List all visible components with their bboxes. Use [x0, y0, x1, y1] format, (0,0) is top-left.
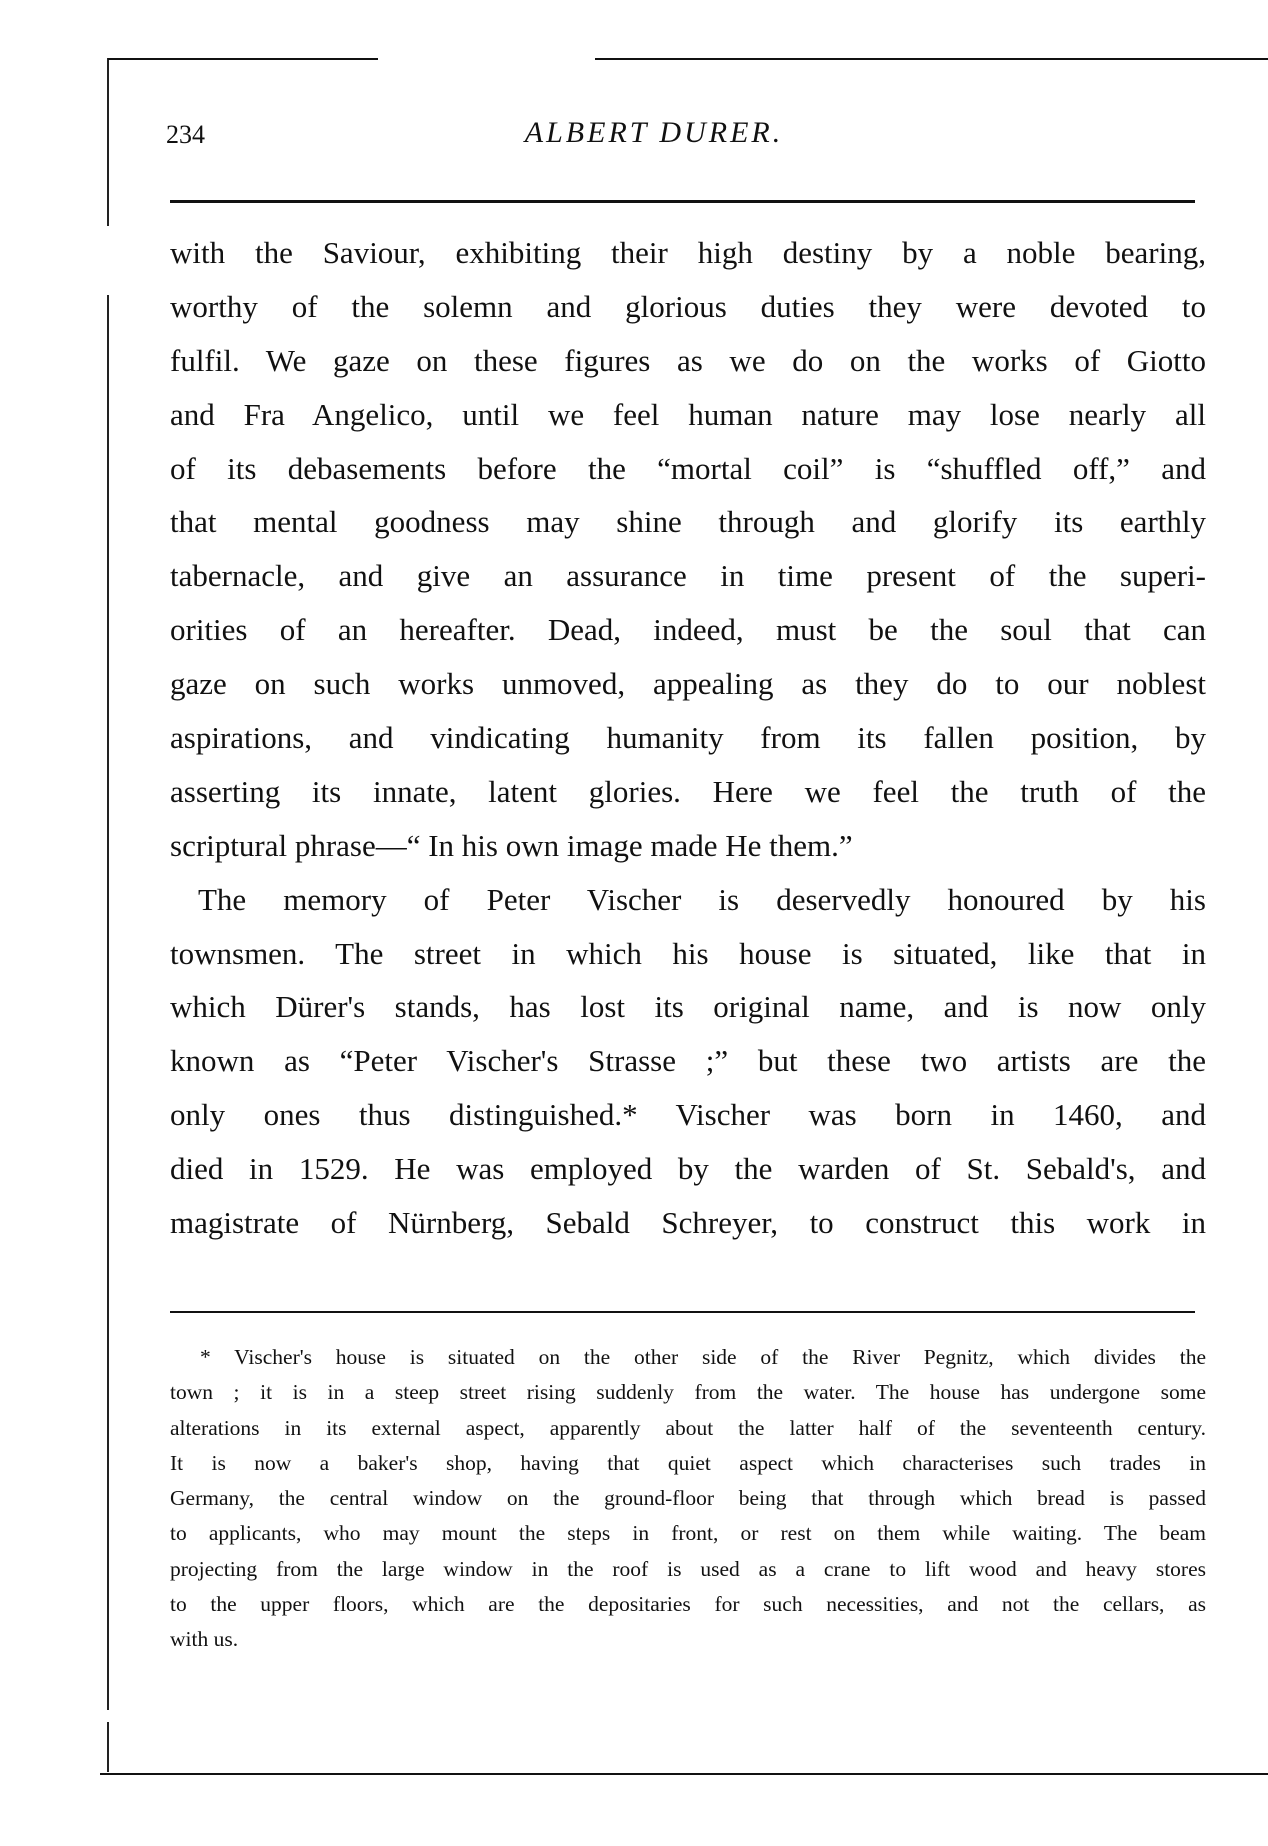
body-text — [170, 226, 1206, 1250]
scan-bottom-edge — [100, 1773, 1268, 1775]
body-line: asserting its innate, latent glories. Here we feel the truth of the — [170, 773, 1206, 809]
footnote-line: alterations in its external aspect, apparently about the latter half of the seventeenth century. — [170, 1415, 1206, 1440]
body-line: known as “Peter Vischer's Strasse ;” but these two artists are the — [170, 1043, 1206, 1079]
body-line: and Fra Angelico, until we feel human nature may lose nearly all — [170, 396, 1206, 432]
body-line: The memory of Peter Vischer is deservedly honoured by his — [198, 881, 1206, 917]
body-line: which Dürer's stands, has lost its original name, and is now only — [170, 989, 1206, 1025]
scan-left-border — [107, 295, 109, 1710]
footnote-line: with us. — [170, 1627, 239, 1652]
scan-top-edge — [108, 58, 378, 60]
body-line: that mental goodness may shine through and glorify its earthly — [170, 504, 1206, 540]
footnote-line: It is now a baker's shop, having that quiet aspect which characterises such trades in — [170, 1450, 1206, 1475]
scan-left-border — [107, 1722, 109, 1772]
body-line: scriptural phrase—“ In his own image made He them.” — [170, 827, 853, 863]
footnote — [170, 1340, 1206, 1658]
body-line: aspirations, and vindicating humanity from its fallen position, by — [170, 720, 1206, 756]
page-number: 234 — [166, 120, 205, 149]
body-line: fulfil. We gaze on these figures as we do on the works of Giotto — [170, 342, 1206, 378]
scan-top-edge — [595, 58, 1268, 60]
footnote-line: * Vischer's house is situated on the other side of the River Pegnitz, which divides the — [200, 1345, 1206, 1369]
footnote-line: Germany, the central window on the ground-floor being that through which bread is passed — [170, 1486, 1206, 1511]
footnote-line: to the upper floors, which are the depositaries for such necessities, and not the cellars, as — [170, 1592, 1206, 1617]
footnote-rule — [170, 1311, 1195, 1313]
header-rule — [170, 200, 1195, 203]
body-line: worthy of the solemn and glorious duties they were devoted to — [170, 288, 1206, 324]
footnote-line: town ; it is in a steep street rising suddenly from the water. The house has undergone some — [170, 1380, 1206, 1405]
body-line: only ones thus distinguished.* Vischer was born in 1460, and — [170, 1097, 1206, 1133]
footnote-line: to applicants, who may mount the steps in front, or rest on them while waiting. The beam — [170, 1521, 1206, 1546]
body-line: orities of an hereafter. Dead, indeed, must be the soul that can — [170, 612, 1206, 648]
body-line: died in 1529. He was employed by the warden of St. Sebald's, and — [170, 1151, 1206, 1187]
body-line: of its debasements before the “mortal coil” is “shuffled off,” and — [170, 450, 1206, 486]
body-line: tabernacle, and give an assurance in time present of the superi- — [170, 558, 1206, 594]
body-line: with the Saviour, exhibiting their high destiny by a noble bearing, — [170, 235, 1206, 270]
running-title: ALBERT DURER. — [524, 116, 784, 149]
body-line: townsmen. The street in which his house is situated, like that in — [170, 935, 1206, 971]
footnote-line: projecting from the large window in the roof is used as a crane to lift wood and heavy stores — [170, 1556, 1206, 1581]
body-line: magistrate of Nürnberg, Sebald Schreyer, to construct this work in — [170, 1205, 1206, 1241]
body-line: gaze on such works unmoved, appealing as they do to our noblest — [170, 666, 1206, 702]
